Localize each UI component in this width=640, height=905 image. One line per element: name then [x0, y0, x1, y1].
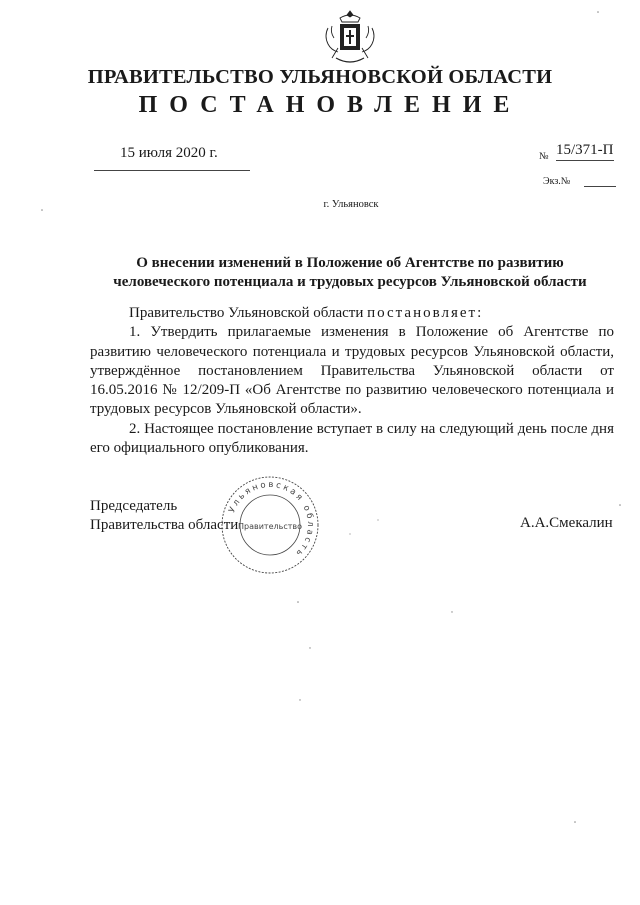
- copy-number-label: Экз.№: [543, 176, 571, 187]
- intro-verb: постановляет:: [367, 305, 484, 321]
- svg-text:Правительство: Правительство: [238, 522, 302, 531]
- subject-line-2: человеческого потенциала и трудовых ресурсов Ульяновской области: [113, 274, 587, 290]
- intro-paragraph: [90, 304, 614, 323]
- coat-of-arms-icon: [322, 8, 378, 66]
- item-1: 1. Утвердить прилагаемые изменения в Положение об Агентстве по развитию человеческого потенциала и трудовых ресурсов Ульяновской области, утверждённое постановлением Правительства Ульяновской области от 16.05.2016 № 12/209-П «Об Агентстве по развитию человеческого потенциала и трудовых ресурсов Ульяновской области».: [90, 324, 614, 418]
- government-title: ПРАВИТЕЛЬСТВО УЛЬЯНОВСКОЙ ОБЛАСТИ: [87, 66, 553, 88]
- number-sign: №: [539, 151, 549, 162]
- copy-number-line: [584, 186, 616, 187]
- signatory-title: [90, 497, 238, 535]
- svg-text:Ульяновская область: Ульяновская область: [227, 479, 316, 560]
- document-subject: [90, 254, 610, 292]
- intro-prefix: Правительство Ульяновской области: [129, 305, 368, 321]
- document-number: 15/371-П: [556, 142, 614, 161]
- signatory-title-line-1: Председатель: [90, 498, 178, 514]
- city: г. Ульяновск: [323, 199, 379, 210]
- signatory-name: А.А.Смекалин: [520, 515, 613, 531]
- document-body: [90, 304, 614, 458]
- date-underline: [94, 170, 250, 171]
- signatory-title-line-2: Правительства области: [90, 517, 239, 533]
- subject-line-1: О внесении изменений в Положение об Агентстве по развитию: [136, 255, 564, 271]
- official-stamp-icon: [218, 473, 322, 577]
- document-date: 15 июля 2020 г.: [120, 145, 218, 161]
- item-2: 2. Настоящее постановление вступает в силу на следующий день после дня его официального опубликования.: [90, 420, 614, 457]
- document-type: ПОСТАНОВЛЕНИЕ: [138, 92, 522, 118]
